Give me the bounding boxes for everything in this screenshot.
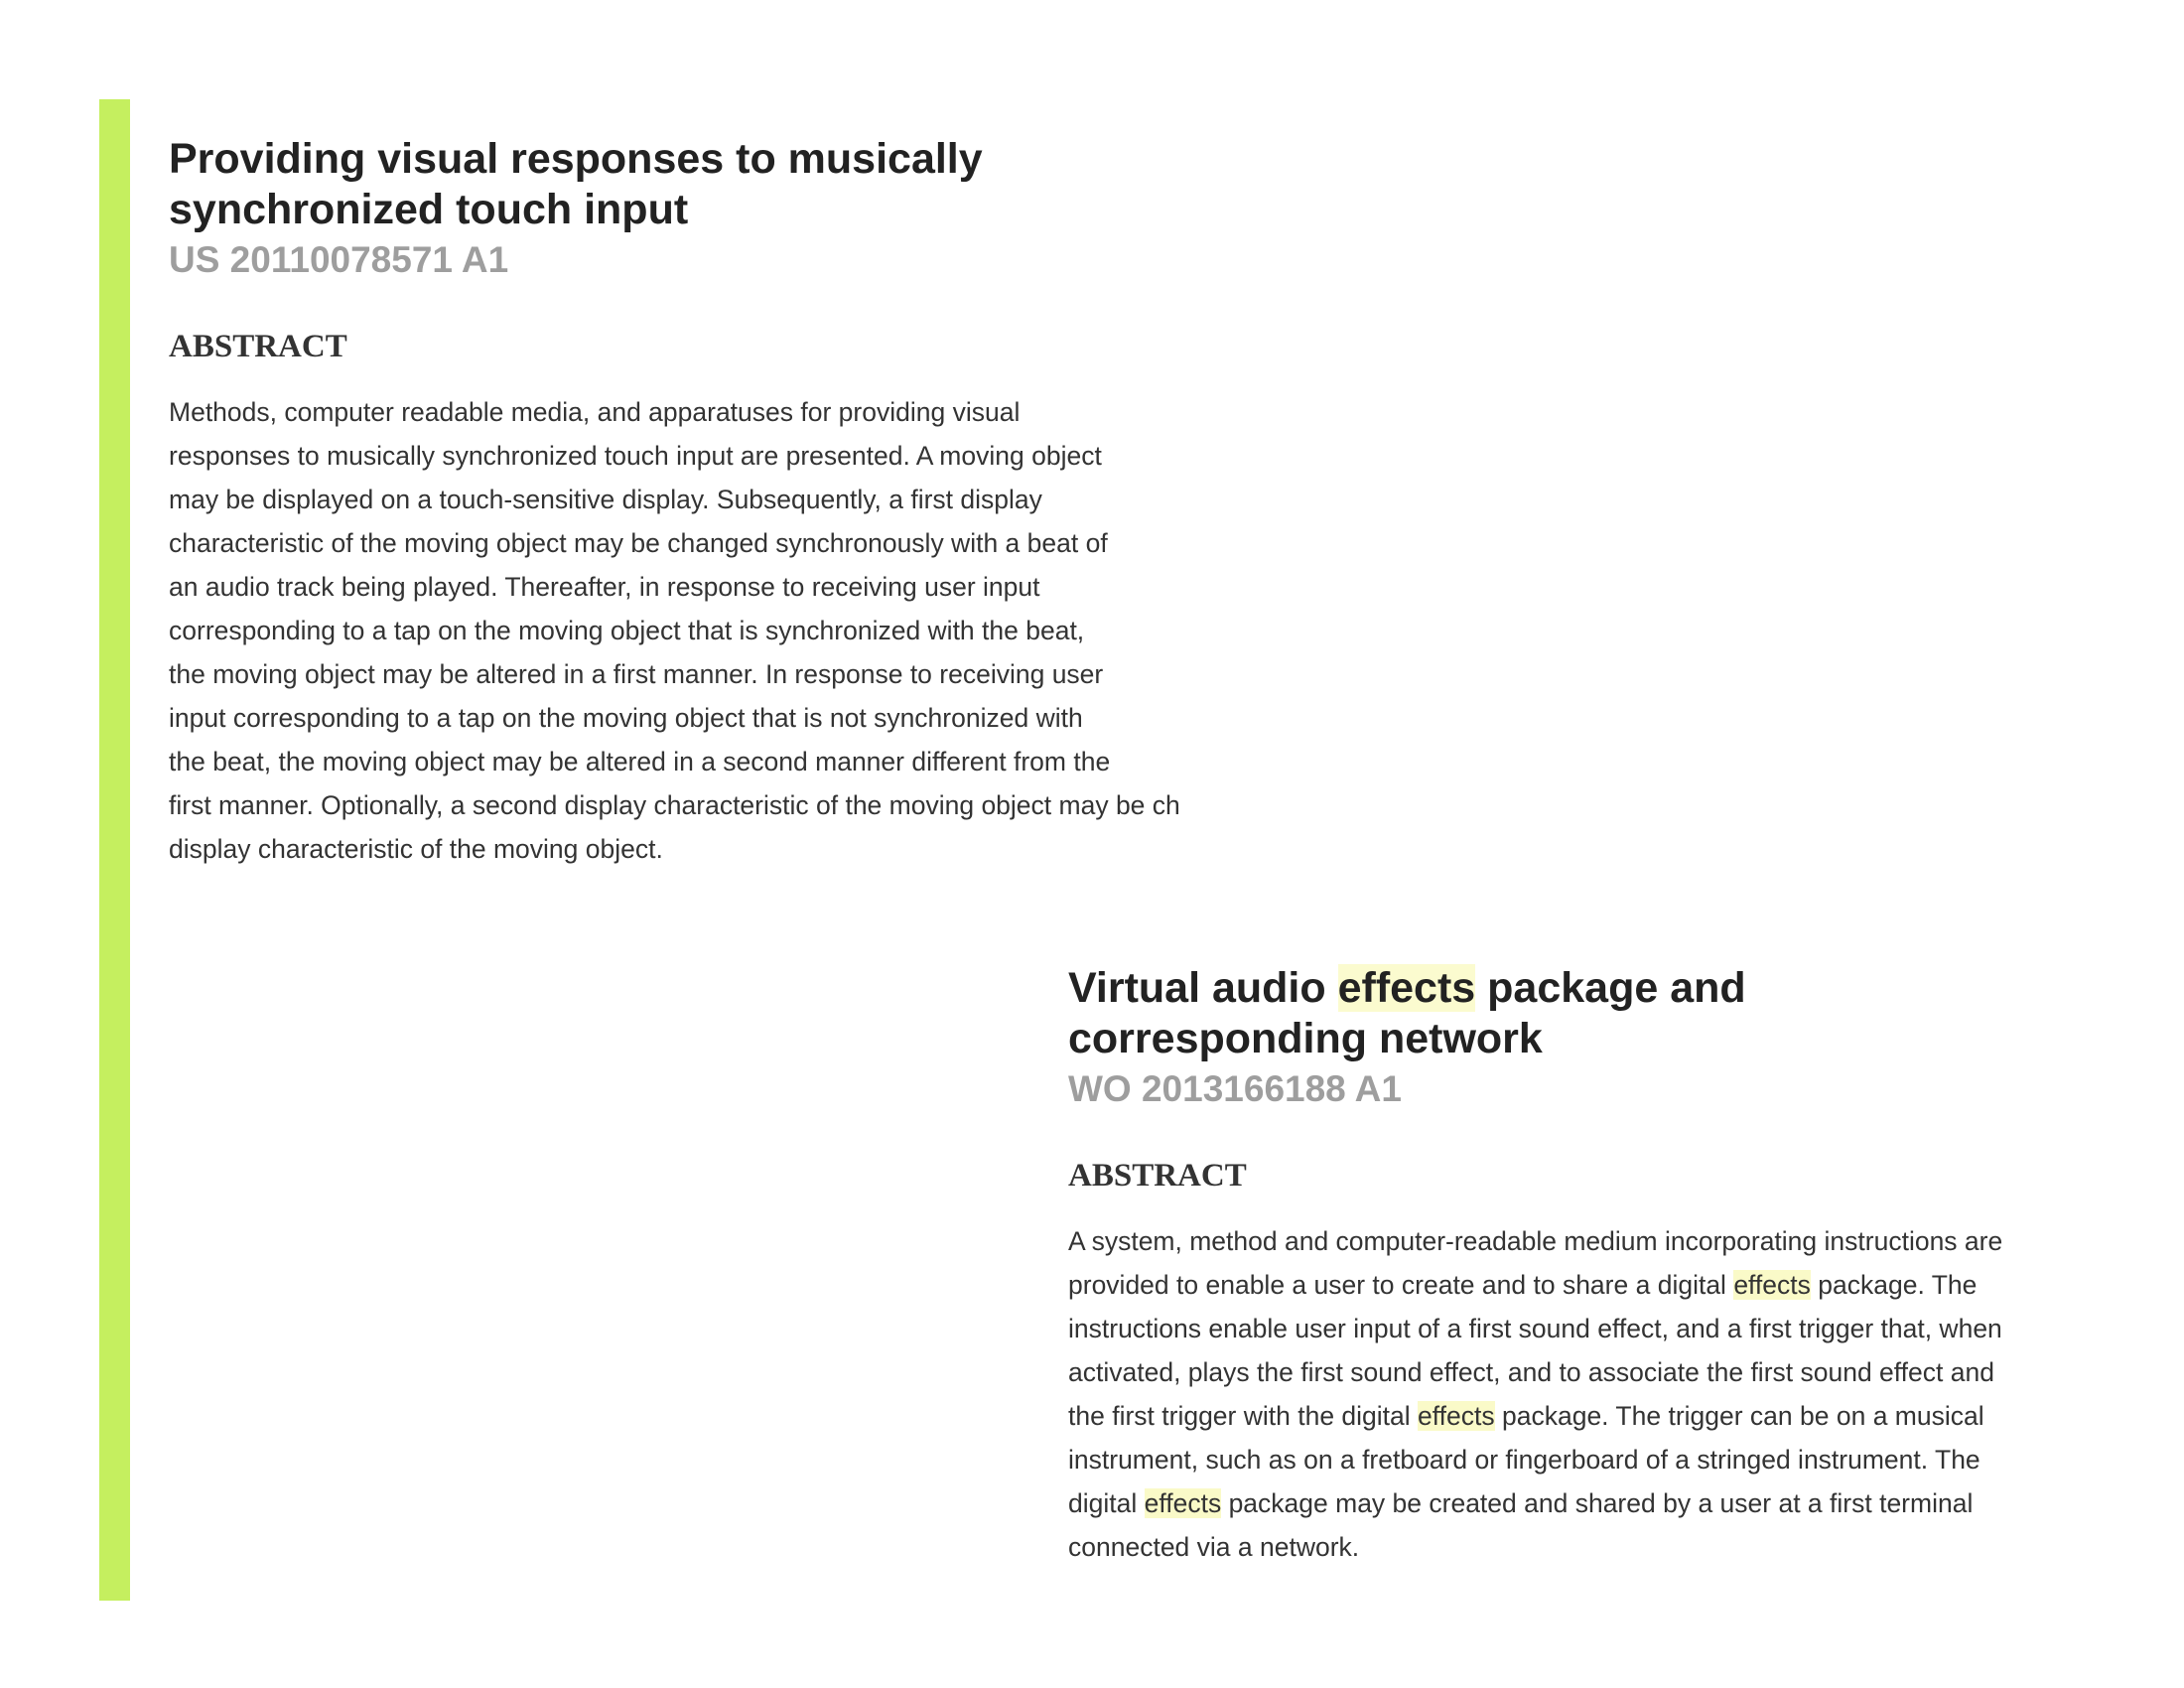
text-segment: corresponding to a tap on the moving object that is synchronized with the beat, — [169, 616, 1085, 645]
publication-number: US 20110078571 A1 — [169, 239, 509, 280]
text-segment: responses to musically synchronized touch input are presented. A moving object — [169, 441, 1102, 471]
text-line — [1068, 1438, 2071, 1481]
search-term-highlight: effects — [1144, 1488, 1222, 1518]
search-term-highlight: effects — [1337, 964, 1476, 1012]
text-line — [169, 609, 1221, 652]
text-line — [169, 434, 1221, 478]
patent-title[interactable] — [169, 134, 1142, 235]
patent-result-card — [169, 134, 1221, 889]
text-line — [1068, 1394, 2071, 1438]
patent-result-card — [1068, 963, 2071, 1589]
text-segment: provided to enable a user to create and to share a digital — [1068, 1270, 1734, 1300]
text-line — [169, 652, 1221, 696]
text-segment: the moving object may be altered in a first manner. In response to receiving user — [169, 659, 1104, 689]
text-line — [169, 827, 1221, 871]
text-segment: first manner. Optionally, a second display characteristic of the moving object may be ch — [169, 790, 1180, 820]
text-segment: Virtual audio — [1068, 964, 1338, 1012]
text-segment: instructions enable user input of a first sound effect, and a first trigger that, when — [1068, 1314, 2002, 1343]
abstract-heading: ABSTRACT — [1068, 1158, 1247, 1194]
text-segment: may be displayed on a touch-sensitive display. Subsequently, a first display — [169, 485, 1042, 514]
text-segment: characteristic of the moving object may be changed synchronously with a beat of — [169, 528, 1108, 558]
accent-bar — [99, 99, 130, 1601]
text-segment: instrument, such as on a fretboard or fingerboard of a stringed instrument. The — [1068, 1445, 1980, 1475]
text-line — [169, 565, 1221, 609]
text-segment: Methods, computer readable media, and apparatuses for providing visual — [169, 397, 1021, 427]
search-term-highlight: effects — [1418, 1401, 1495, 1431]
text-segment: digital — [1068, 1488, 1145, 1518]
text-line — [1068, 963, 1942, 1014]
text-line — [1068, 1307, 2071, 1350]
text-segment: package may be created and shared by a user at a first terminal — [1221, 1488, 1974, 1518]
text-line — [169, 134, 1142, 185]
text-segment: Providing visual responses to musically — [169, 135, 983, 183]
text-segment: synchronized touch input — [169, 186, 689, 233]
text-segment: package and — [1475, 964, 1746, 1012]
text-line — [1068, 1481, 2071, 1525]
text-segment: activated, plays the first sound effect, and to associate the first sound effect and — [1068, 1357, 1994, 1387]
text-line — [1068, 1014, 1942, 1064]
text-line — [1068, 1219, 2071, 1263]
text-segment: input corresponding to a tap on the moving object that is not synchronized with — [169, 703, 1083, 733]
text-segment: connected via a network. — [1068, 1532, 1360, 1562]
text-segment: the first trigger with the digital — [1068, 1401, 1419, 1431]
text-segment: an audio track being played. Thereafter, in response to receiving user input — [169, 572, 1040, 602]
text-line — [169, 740, 1221, 783]
text-segment: package. The — [1810, 1270, 1978, 1300]
text-line — [169, 521, 1221, 565]
publication-number: WO 2013166188 A1 — [1068, 1068, 1402, 1109]
abstract-text — [169, 390, 1221, 871]
text-segment: package. The trigger can be on a musical — [1494, 1401, 1984, 1431]
text-segment: the beat, the moving object may be altered in a second manner different from the — [169, 747, 1111, 776]
text-line — [169, 783, 1221, 827]
text-line — [1068, 1350, 2071, 1394]
abstract-text — [1068, 1219, 2071, 1569]
text-line — [1068, 1263, 2071, 1307]
text-line — [169, 696, 1221, 740]
text-line — [1068, 1525, 2071, 1569]
abstract-heading: ABSTRACT — [169, 329, 347, 364]
search-term-highlight: effects — [1733, 1270, 1811, 1300]
text-segment: display characteristic of the moving object. — [169, 834, 663, 864]
text-segment: corresponding network — [1068, 1015, 1543, 1062]
text-segment: A system, method and computer-readable medium incorporating instructions are — [1068, 1226, 2003, 1256]
text-line — [169, 185, 1142, 235]
patent-title[interactable] — [1068, 963, 1942, 1064]
text-line — [169, 478, 1221, 521]
text-line — [169, 390, 1221, 434]
